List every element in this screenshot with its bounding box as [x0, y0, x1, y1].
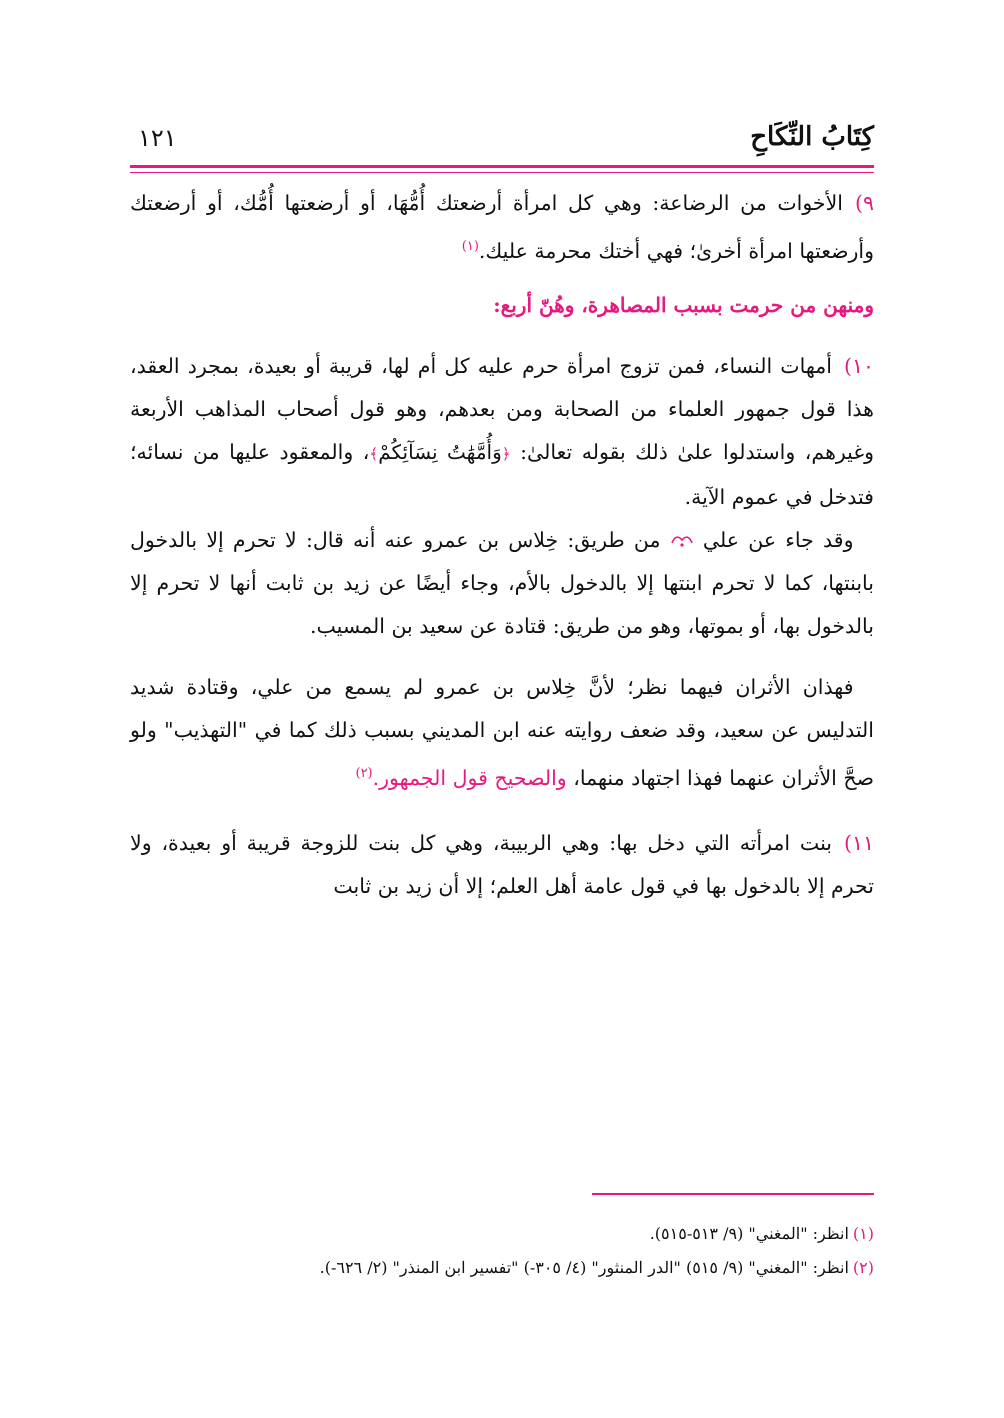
- footnote-1: [130, 1217, 874, 1251]
- section-heading: ومنهن من حرمت بسبب المصاهرة، وهُنّ أربع:: [493, 292, 874, 317]
- footnote-2-text: انظر: "المغني" (٩/ ٥١٥) "الدر المنثور" (٤/ ٣٠٥-) "تفسير ابن المنذر" (٢/ ٦٢٦-).: [319, 1258, 849, 1277]
- main-text: [130, 182, 874, 908]
- footnote-1-text: انظر: "المغني" (٩/ ٥١٣-٥١٥).: [649, 1224, 849, 1243]
- footnote-1-number: (١): [852, 1224, 874, 1243]
- footnote-2: [130, 1251, 874, 1285]
- honorific-icon: [660, 528, 693, 552]
- page-number: ١٢١: [138, 124, 177, 152]
- athar-text: فهذان الأثران فيهما نظر؛ لأنَّ خِلاس بن عمرو لم يسمع من علي، وقتادة شديد التدليس عن سعيد، وقد ضعف روايته عنه ابن المديني بسبب ذلك كما في: [130, 674, 874, 742]
- paragraph-ali: [130, 519, 874, 648]
- item-9-text: الأخوات من الرضاعة: وهي كل امرأة أرضعتك أُمُّهَا، أو أرضعتها أُمُّك، أو أرضعتك وأرضعتها امرأة أخرىٰ؛ فهي أختك محرمة عليك.: [130, 191, 874, 263]
- footnotes: [130, 1217, 874, 1285]
- quran-close-bracket: ﴾: [369, 444, 379, 463]
- footnote-ref-2[interactable]: (٢): [355, 765, 373, 781]
- item-10-after: ، والمعقود عليها من نسائه؛ فتدخل في عموم الآية.: [130, 439, 874, 509]
- item-11-text: بنت امرأته التي دخل بها: وهي الربيبة، وهي كل بنت للزوجة قريبة أو بعيدة، ولا تحرم إلا بالدخول بها في قول عامة أهل العلم؛ إلا أن زيد بن ثابت: [130, 830, 874, 898]
- book-title: كِتَابُ النِّكَاحِ: [750, 122, 874, 152]
- page: [130, 0, 874, 1418]
- footnote-2-number: (٢): [852, 1258, 874, 1277]
- tahdhib-ref: "التهذيب": [164, 717, 248, 742]
- footnote-divider: [592, 1193, 874, 1195]
- paragraph-athar: [130, 666, 874, 800]
- header-rule-thick: [130, 165, 874, 168]
- header-rule-thin: [130, 172, 874, 173]
- ali-text-start: وقد جاء عن علي: [702, 527, 854, 552]
- ali-text-rest: من طريق: خِلاس بن عمرو عنه أنه قال: لا تحرم إلا بالدخول بابنتها، كما لا تحرم ابنتها إلا بالدخول بالأم، وجاء أيضًا عن زيد بن ثابت أنها لا تحرم إلا بالدخول بها، أو بموتها، وهو من طريق: قتادة عن سعيد بن المسيب.: [130, 527, 874, 638]
- item-11: [130, 822, 874, 908]
- correct-opinion: والصحيح قول الجمهور.: [372, 765, 567, 790]
- athar-rest: ولو صحَّ الأثران عنهما فهذا اجتهاد منهما،: [130, 717, 874, 790]
- item-9-number: ٩): [854, 191, 874, 215]
- quran-open-bracket: ﴿: [501, 444, 511, 463]
- item-10-number: ١٠): [843, 353, 874, 378]
- item-10-text: أمهات النساء، فمن تزوج امرأة حرم عليه كل أم لها، قريبة أو بعيدة، بمجرد العقد، هذا قول جمهور العلماء من الصحابة ومن بعدهم، وهو قول أصحاب المذاهب الأربعة وغيرهم، واستدلوا علىٰ ذلك بقوله تعالىٰ:: [130, 353, 874, 464]
- item-10: [130, 345, 874, 519]
- item-9: [130, 182, 874, 273]
- page-header: [130, 122, 874, 168]
- footnote-ref-1[interactable]: (١): [461, 239, 479, 254]
- item-11-number: ١١): [843, 830, 874, 855]
- quran-verse: وَأُمَّهَٰتُ نِسَآئِكُمْ: [378, 439, 502, 464]
